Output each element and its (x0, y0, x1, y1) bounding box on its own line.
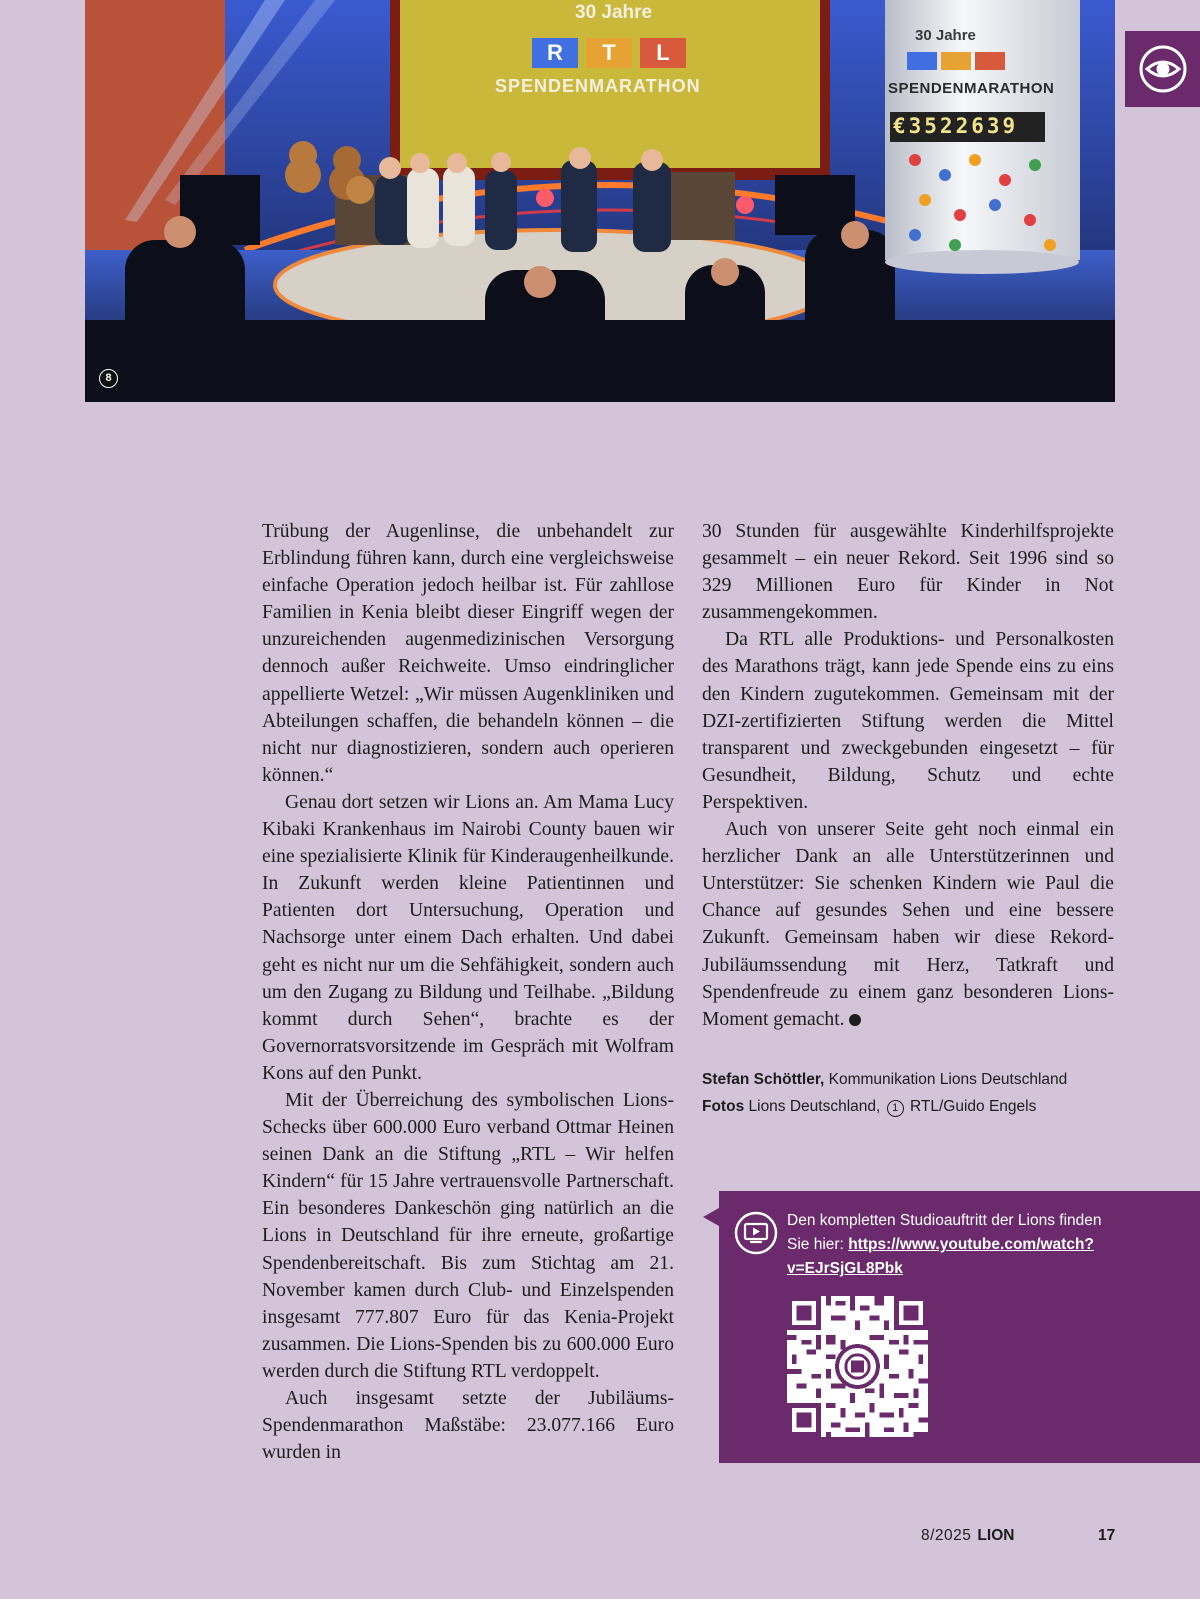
author-role: Kommunikation Lions Deutschland (828, 1071, 1068, 1088)
paragraph: Auch insgesamt setzte der Jubiläums-Spendenmarathon Maßstäbe: 23.077.166 Euro wurden in (262, 1388, 674, 1464)
youtube-link[interactable]: https://www.youtube.com/watch?v=EJrSjGL8Pbk (787, 1236, 1094, 1277)
cylinder-title-text: SPENDENMARATHON (888, 80, 1055, 97)
eye-tab (1125, 31, 1200, 107)
photo-ref-text: RTL/Guido Engels (909, 1098, 1037, 1115)
studio-photo (85, 0, 1115, 402)
paragraph-text: Auch von unserer Seite geht noch einmal ein herzlicher Dank an alle Unterstützerinnen und Unterstützer: Sie schenken Kindern wie Paul die Chance auf gesundes Sehen und eine bessere Zukunft. Gemeinsam haben wir diese Rekord-Jubiläumssendung mit Herz, Tatkraft und Spendenfreude zu einem ganz besonderen Lions-Moment gemacht. (702, 819, 1114, 1030)
page-number: 17 (1098, 1527, 1116, 1544)
cylinder-rtl-block-blue (907, 52, 937, 70)
photo-ref-number: 1 (887, 1100, 904, 1117)
paragraph: Mit der Überreichung des symbolischen Lions-Schecks über 600.000 Euro verband Ottmar Heinen seinen Dank an die Stiftung „RTL – Wir helfen Kindern“ für 15 Jahre vertrauensvolle Partnerschaft. Ein besonderes Dankeschön ging natürlich an die Lions in Deutschland für ihre erneute, großartige Spendenbereitschaft. Bis zum Stichtag am 21. November kamen durch Club- und Einzelspenden insgesamt 777.807 Euro für das Kenia-Projekt zusammen. Die Lions-Spenden bis zu 600.000 Euro werden durch die Stiftung RTL verdoppelt. (262, 1089, 674, 1382)
paragraph: Genau dort setzen wir Lions an. Am Mama Lucy Kibaki Krankenhaus im Nairobi County bauen wir eine spezialisierte Klinik für Kinderaugenheilkunde. In Zukunft werden kleine Patientinnen und Patienten dort Untersuchung, Operation und Nachsorge unter einem Dach erhalten. Und dabei geht es nicht nur um die Sehfähigkeit, sondern auch um den Zugang zu Bildung und Teilhabe. „Bildung kommt durch Sehen“, brachte es der Governorratsvorsitzende im Gespräch mit Wolfram Kons auf den Punkt. (262, 791, 674, 1084)
article-column-right (702, 518, 1114, 1033)
cylinder-jahre-text: 30 Jahre (915, 27, 976, 44)
screen-jahre-text: 30 Jahre (575, 2, 653, 23)
article-credits (702, 1066, 1132, 1120)
rtl-letter-l: L (640, 38, 686, 68)
photo-credit-line (702, 1093, 1132, 1120)
photos-label: Fotos (702, 1098, 745, 1115)
paragraph-last (702, 816, 1114, 1033)
author-line (702, 1066, 1132, 1093)
cylinder-rtl-block-yellow (941, 52, 971, 70)
qr-code[interactable] (787, 1296, 928, 1437)
eye-icon (1138, 44, 1188, 94)
video-description: Den kompletten Studioauftritt der Lions finden Sie hier: (787, 1212, 1102, 1253)
photos-text: Lions Deutschland, (748, 1098, 881, 1115)
video-text (787, 1209, 1127, 1281)
issue-number: 8/2025 (921, 1527, 972, 1544)
video-info-box (719, 1191, 1200, 1463)
magazine-name: LION (977, 1527, 1015, 1544)
cylinder-rtl-logo (907, 52, 1005, 70)
paragraph: 30 Stunden für ausgewählte Kinderhilfsprojekte gesammelt – ein neuer Rekord. Seit 1996 sind so 329 Millionen Euro für Kinder in Not zusammengekommen. (702, 521, 1114, 624)
photo-number-badge: 8 (99, 369, 118, 388)
lion-end-icon (849, 1014, 861, 1026)
paragraph: Da RTL alle Produktions- und Personalkosten des Marathons trägt, kann jede Spende eins zu eins den Kindern zugutekommen. Gemeinsam mit der DZI-zertifizierten Stiftung werden die Mittel transparent und zweckgebunden eingesetzt – für Gesundheit, Bildung, Schutz und echte Perspektiven. (702, 629, 1114, 813)
article-column-left (262, 518, 674, 1466)
author-name: Stefan Schöttler, (702, 1071, 825, 1088)
paragraph: Trübung der Augenlinse, die unbehandelt zur Erblindung führen kann, durch eine vergleichsweise einfache Operation jedoch heilbar ist. Für zahllose Familien in Kenia bleibt dieser Eingriff wegen der unzureichenden augenmedizinischen Versorgung dennoch außer Reichweite. Umso eindringlicher appellierte Wetzel: „Wir müssen Augenkliniken und Abteilungen schaffen, die behandeln können – die nicht nur diagnostizieren, sondern auch operieren können.“ (262, 521, 674, 786)
donation-counter: €3522639 (893, 114, 1019, 138)
rtl-letter-r: R (532, 38, 578, 68)
rtl-letter-t: T (586, 38, 632, 68)
cylinder-rtl-block-red (975, 52, 1005, 70)
issue-label (921, 1527, 1014, 1545)
screen-play-icon (734, 1211, 778, 1255)
screen-rtl-logo (532, 38, 686, 68)
screen-title-text: SPENDENMARATHON (495, 76, 701, 96)
